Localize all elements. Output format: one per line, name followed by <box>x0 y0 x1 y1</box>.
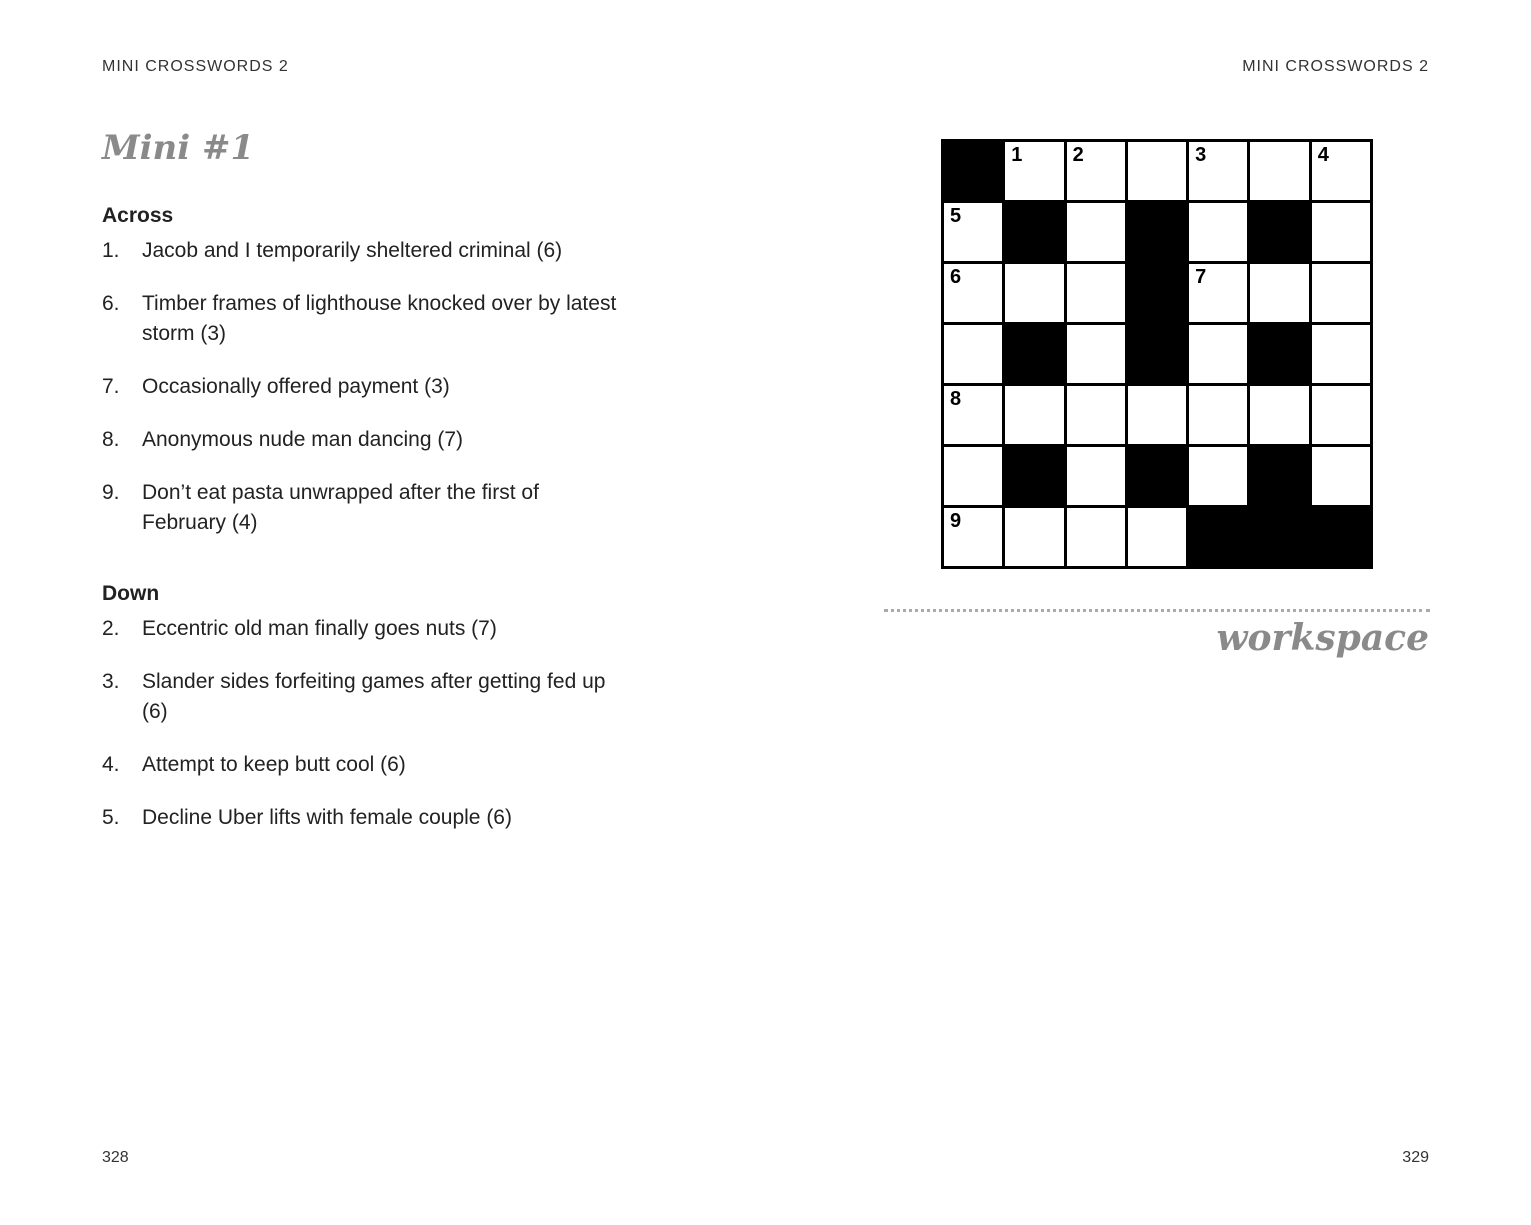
clue-number: 8. <box>102 428 120 451</box>
grid-cell-black <box>1128 325 1186 383</box>
grid-cell-white[interactable] <box>1128 386 1186 444</box>
grid-cell-white[interactable] <box>1189 325 1247 383</box>
clue-number-label: 5 <box>950 205 962 227</box>
clue-text: Eccentric old man finally goes nuts (7) <box>142 617 497 640</box>
across-clue <box>102 236 622 266</box>
grid-cell-black <box>1250 447 1308 505</box>
clue-number: 6. <box>102 292 120 315</box>
grid-cell-white[interactable] <box>1067 264 1125 322</box>
grid-cell-white[interactable] <box>1312 325 1370 383</box>
down-clue <box>102 614 622 644</box>
grid-cell-white[interactable] <box>1067 142 1125 200</box>
grid-cell-white[interactable] <box>944 386 1002 444</box>
clue-number: 4. <box>102 753 120 776</box>
grid-cell-white[interactable] <box>1312 264 1370 322</box>
clue-text: Timber frames of lighthouse knocked over by latest storm (3) <box>142 292 617 345</box>
page-number-right: 329 <box>1402 1149 1429 1166</box>
grid-cell-black <box>1250 203 1308 261</box>
grid-cell-white[interactable] <box>1189 264 1247 322</box>
grid-cell-white[interactable] <box>1312 203 1370 261</box>
across-clue <box>102 478 622 538</box>
clue-text: Slander sides forfeiting games after getting fed up (6) <box>142 670 606 723</box>
grid-cell-black <box>1128 447 1186 505</box>
grid-cell-white[interactable] <box>1005 264 1063 322</box>
clue-number-label: 4 <box>1317 144 1329 166</box>
grid-cell-black <box>1128 264 1186 322</box>
grid-cell-white[interactable] <box>1005 142 1063 200</box>
grid-cell-black <box>1250 325 1308 383</box>
clue-number: 1. <box>102 239 120 262</box>
running-head-left: MINI CROSSWORDS 2 <box>102 58 289 75</box>
grid-cell-white[interactable] <box>944 203 1002 261</box>
grid-cell-white[interactable] <box>1189 142 1247 200</box>
clue-number-label: 7 <box>1195 266 1207 288</box>
across-heading: Across <box>102 204 174 227</box>
grid-cell-white[interactable] <box>1005 508 1063 566</box>
down-clue <box>102 803 622 833</box>
grid-cell-white[interactable] <box>1189 386 1247 444</box>
grid-cell-white[interactable] <box>1312 447 1370 505</box>
down-clue <box>102 750 622 780</box>
grid-cell-black <box>1312 508 1370 566</box>
workspace-label: workspace <box>1216 617 1429 659</box>
clue-number-label: 2 <box>1072 144 1084 166</box>
clue-number-label: 1 <box>1011 144 1023 166</box>
running-head-right: MINI CROSSWORDS 2 <box>1242 58 1429 75</box>
across-clue <box>102 289 622 349</box>
grid-cell-white[interactable] <box>1189 447 1247 505</box>
clue-number-label: 3 <box>1195 144 1207 166</box>
clue-number-label: 6 <box>950 266 962 288</box>
clue-number-label: 8 <box>950 388 962 410</box>
grid-cell-white[interactable] <box>944 508 1002 566</box>
page-number-left: 328 <box>102 1149 129 1166</box>
grid-cell-white[interactable] <box>1067 508 1125 566</box>
grid-cell-black <box>1005 325 1063 383</box>
clue-number: 3. <box>102 670 120 693</box>
grid-cell-white[interactable] <box>1128 508 1186 566</box>
grid-cell-black <box>1250 508 1308 566</box>
down-clue-list <box>102 614 622 856</box>
grid-cell-white[interactable] <box>1312 386 1370 444</box>
clue-number: 7. <box>102 375 120 398</box>
across-clue <box>102 425 622 455</box>
grid-cell-white[interactable] <box>1067 325 1125 383</box>
puzzle-title: Mini #1 <box>102 128 255 168</box>
down-clue <box>102 667 622 727</box>
grid-cell-white[interactable] <box>1250 386 1308 444</box>
grid-cell-white[interactable] <box>1067 447 1125 505</box>
clue-number: 2. <box>102 617 120 640</box>
grid-cell-white[interactable] <box>1250 264 1308 322</box>
grid-cell-black <box>1128 203 1186 261</box>
grid-cell-black <box>1005 447 1063 505</box>
workspace-dotted-divider <box>884 609 1430 612</box>
grid-cell-white[interactable] <box>944 447 1002 505</box>
across-clue <box>102 372 622 402</box>
down-heading: Down <box>102 582 160 605</box>
clue-number: 9. <box>102 481 120 504</box>
grid-cell-black <box>1189 508 1247 566</box>
across-clue-list <box>102 236 622 561</box>
grid-cell-white[interactable] <box>1005 386 1063 444</box>
grid-cell-white[interactable] <box>1189 203 1247 261</box>
grid-cell-white[interactable] <box>944 264 1002 322</box>
grid-cell-white[interactable] <box>1067 386 1125 444</box>
clue-text: Decline Uber lifts with female couple (6) <box>142 806 512 829</box>
clue-number: 5. <box>102 806 120 829</box>
clue-text: Jacob and I temporarily sheltered criminal (6) <box>142 239 563 262</box>
clue-text: Don’t eat pasta unwrapped after the first of February (4) <box>142 481 539 534</box>
grid-cell-black <box>944 142 1002 200</box>
grid-cell-white[interactable] <box>944 325 1002 383</box>
crossword-grid <box>941 139 1373 569</box>
clue-text: Occasionally offered payment (3) <box>142 375 450 398</box>
grid-cell-white[interactable] <box>1067 203 1125 261</box>
grid-cell-white[interactable] <box>1250 142 1308 200</box>
clue-text: Attempt to keep butt cool (6) <box>142 753 406 776</box>
clue-text: Anonymous nude man dancing (7) <box>142 428 464 451</box>
grid-cell-white[interactable] <box>1312 142 1370 200</box>
grid-cell-black <box>1005 203 1063 261</box>
clue-number-label: 9 <box>950 510 962 532</box>
grid-cell-white[interactable] <box>1128 142 1186 200</box>
